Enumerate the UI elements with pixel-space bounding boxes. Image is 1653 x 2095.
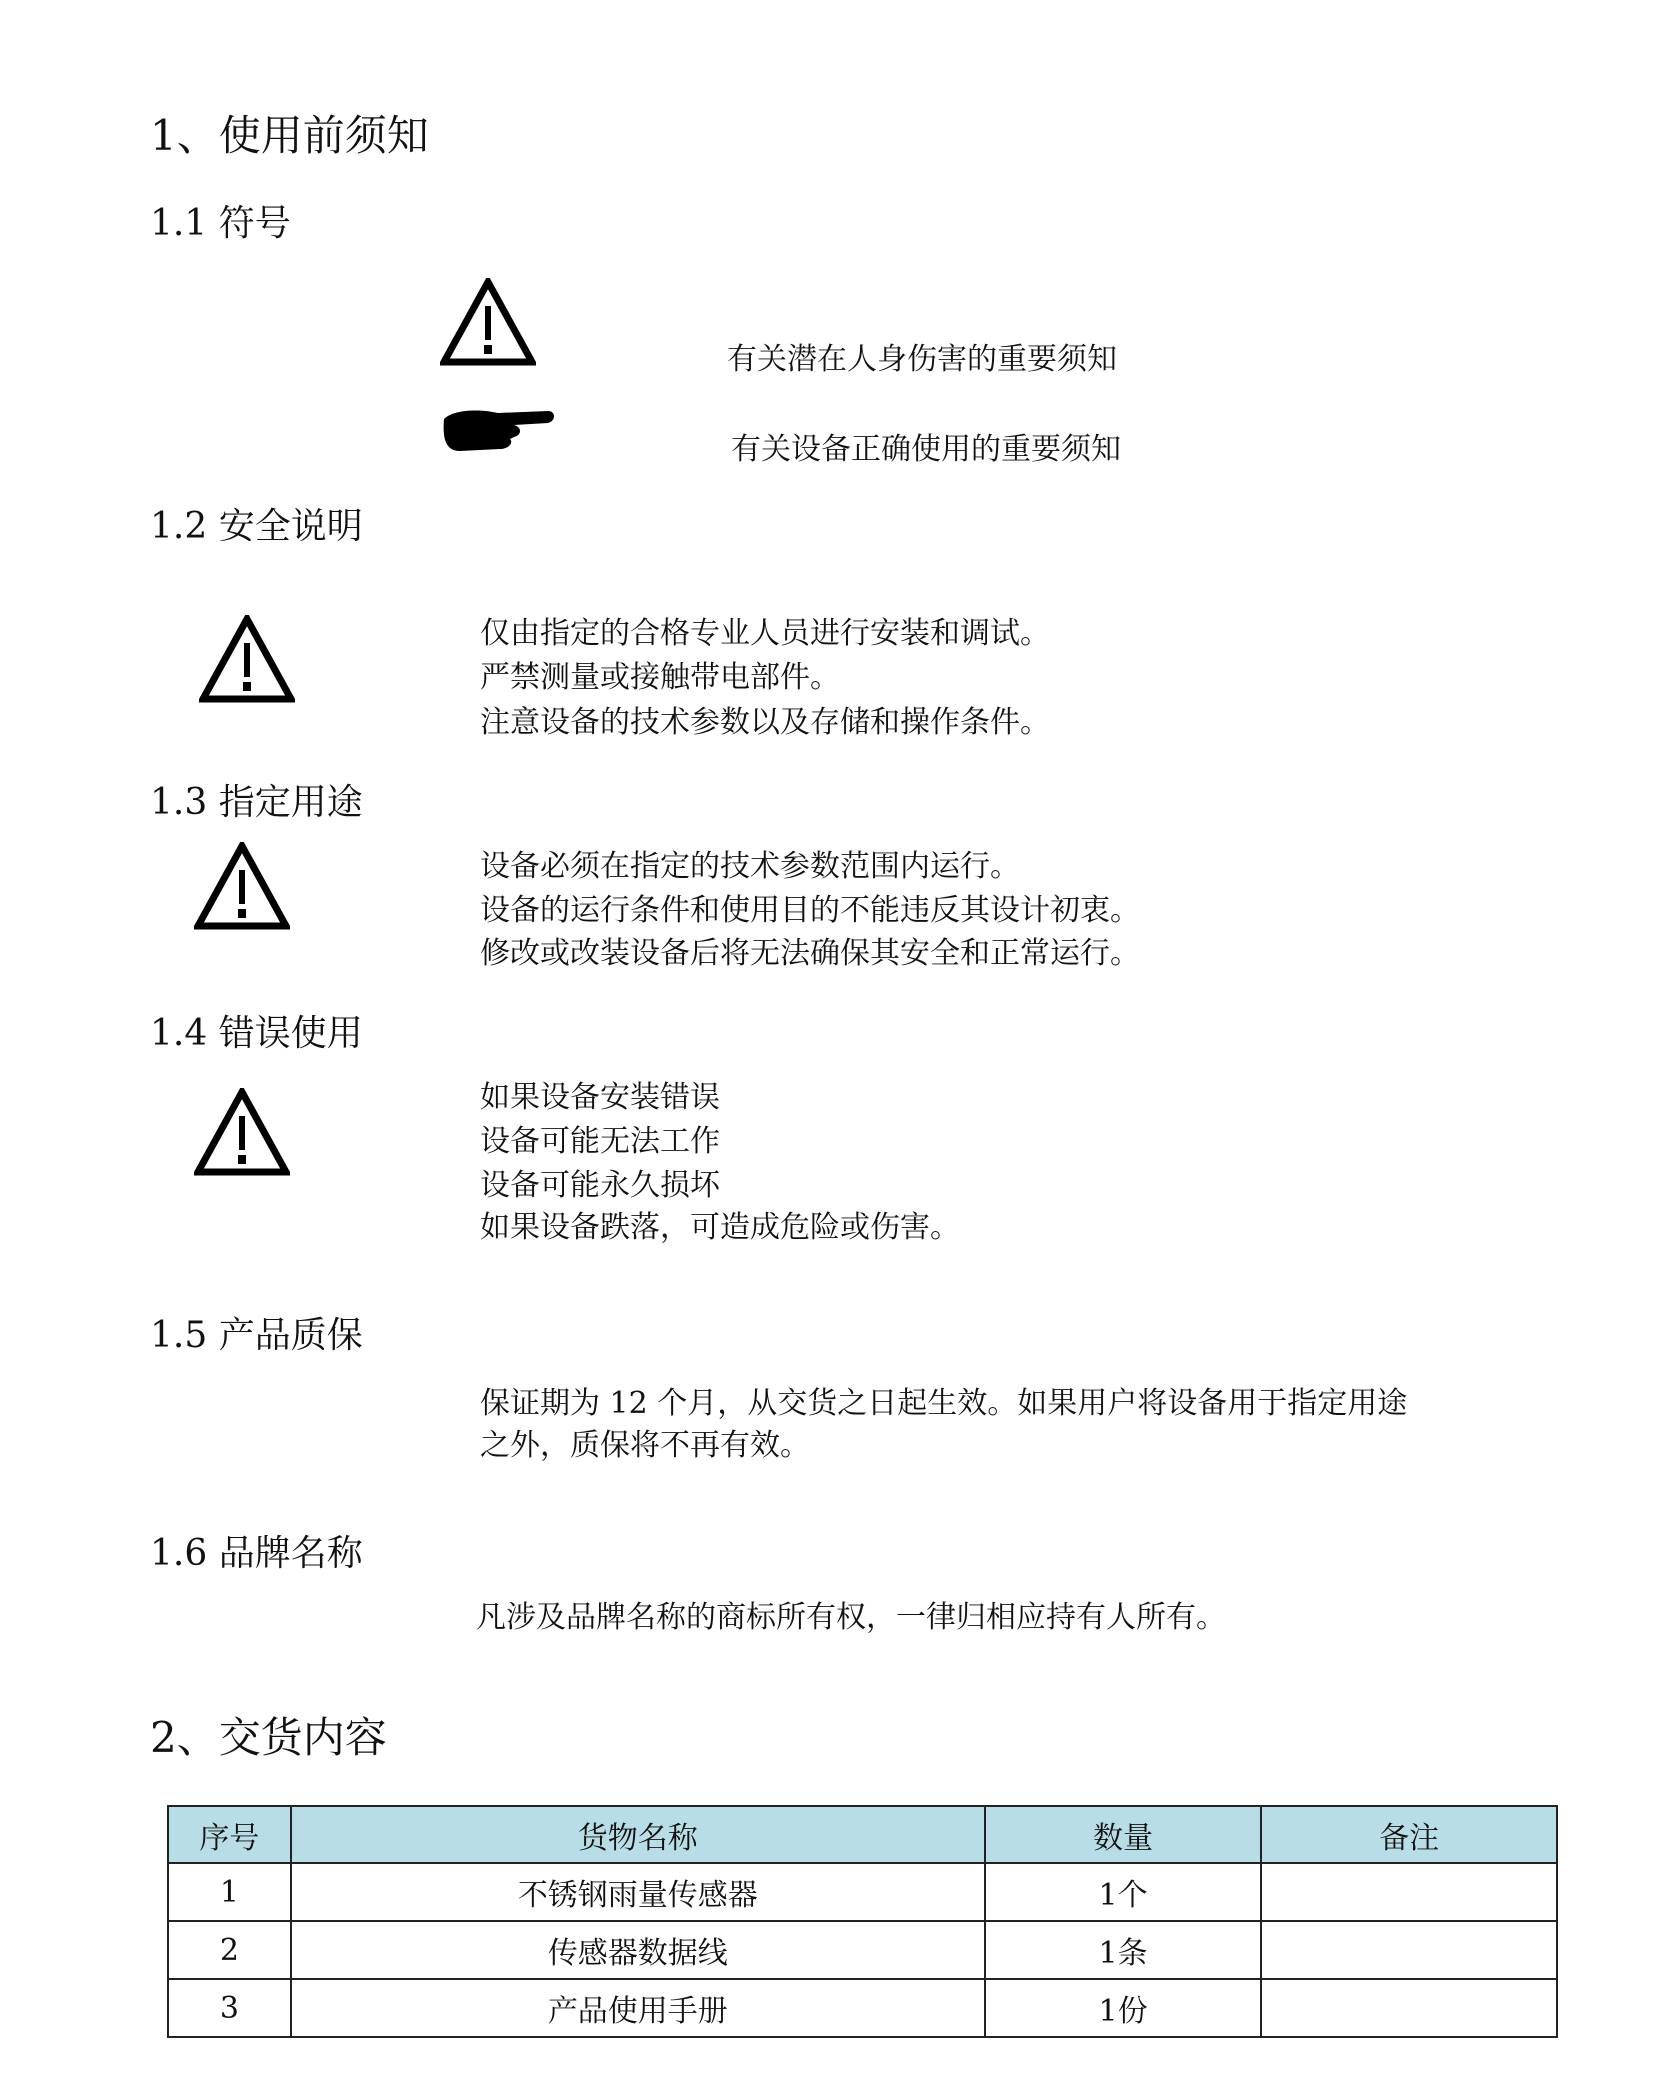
cell-index: 1	[168, 1863, 291, 1921]
safety-line: 仅由指定的合格专业人员进行安装和调试。	[480, 616, 1050, 651]
cell-quantity: 1份	[985, 1979, 1262, 2037]
col-header-item-name: 货物名称	[291, 1806, 985, 1863]
warning-triangle-icon	[194, 1088, 290, 1178]
misuse-line: 设备可能无法工作	[480, 1124, 720, 1159]
cell-index: 2	[168, 1921, 291, 1979]
section-1-title: 1、使用前须知	[150, 111, 429, 160]
warranty-line: 之外，质保将不再有效。	[480, 1428, 810, 1463]
heading-1-1-symbols: 1.1 符号	[150, 203, 291, 244]
cell-quantity: 1个	[985, 1863, 1262, 1921]
heading-1-6-brand: 1.6 品牌名称	[150, 1533, 363, 1574]
cell-quantity: 1条	[985, 1921, 1262, 1979]
misuse-line: 如果设备安装错误	[480, 1080, 720, 1115]
warning-triangle-icon	[440, 278, 536, 368]
brand-line: 凡涉及品牌名称的商标所有权，一律归相应持有人所有。	[476, 1600, 1226, 1635]
cell-remarks	[1261, 1921, 1557, 1979]
warranty-line: 保证期为 12 个月，从交货之日起生效。如果用户将设备用于指定用途	[480, 1386, 1408, 1421]
table-row	[168, 1863, 1557, 1921]
cell-index: 3	[168, 1979, 291, 2037]
col-header-index: 序号	[168, 1806, 291, 1863]
warning-triangle-icon	[199, 615, 295, 705]
intended-use-line: 设备必须在指定的技术参数范围内运行。	[480, 849, 1020, 884]
heading-1-4-misuse: 1.4 错误使用	[150, 1013, 363, 1054]
safety-line: 注意设备的技术参数以及存储和操作条件。	[480, 705, 1050, 740]
cell-item-name: 传感器数据线	[291, 1921, 985, 1979]
cell-item-name: 不锈钢雨量传感器	[291, 1863, 985, 1921]
heading-1-3-intended-use: 1.3 指定用途	[150, 782, 363, 823]
heading-1-2-safety: 1.2 安全说明	[150, 506, 363, 547]
symbol-warning-text: 有关潜在人身伤害的重要须知	[727, 342, 1117, 377]
pointing-hand-icon	[440, 405, 558, 453]
intended-use-line: 修改或改装设备后将无法确保其安全和正常运行。	[480, 936, 1140, 971]
col-header-quantity: 数量	[985, 1806, 1262, 1863]
cell-item-name: 产品使用手册	[291, 1979, 985, 2037]
table-row	[168, 1979, 1557, 2037]
intended-use-line: 设备的运行条件和使用目的不能违反其设计初衷。	[480, 893, 1140, 928]
cell-remarks	[1261, 1863, 1557, 1921]
warning-triangle-icon	[194, 842, 290, 932]
table-row	[168, 1921, 1557, 1979]
cell-remarks	[1261, 1979, 1557, 2037]
misuse-line: 设备可能永久损坏	[480, 1168, 720, 1203]
misuse-line: 如果设备跌落，可造成危险或伤害。	[480, 1210, 960, 1245]
symbol-hand-text: 有关设备正确使用的重要须知	[731, 432, 1121, 467]
delivery-table	[167, 1805, 1558, 2038]
section-2-title: 2、交货内容	[150, 1713, 387, 1762]
table-header-row	[168, 1806, 1557, 1863]
safety-line: 严禁测量或接触带电部件。	[480, 660, 840, 695]
col-header-remarks: 备注	[1261, 1806, 1557, 1863]
heading-1-5-warranty: 1.5 产品质保	[150, 1315, 363, 1356]
